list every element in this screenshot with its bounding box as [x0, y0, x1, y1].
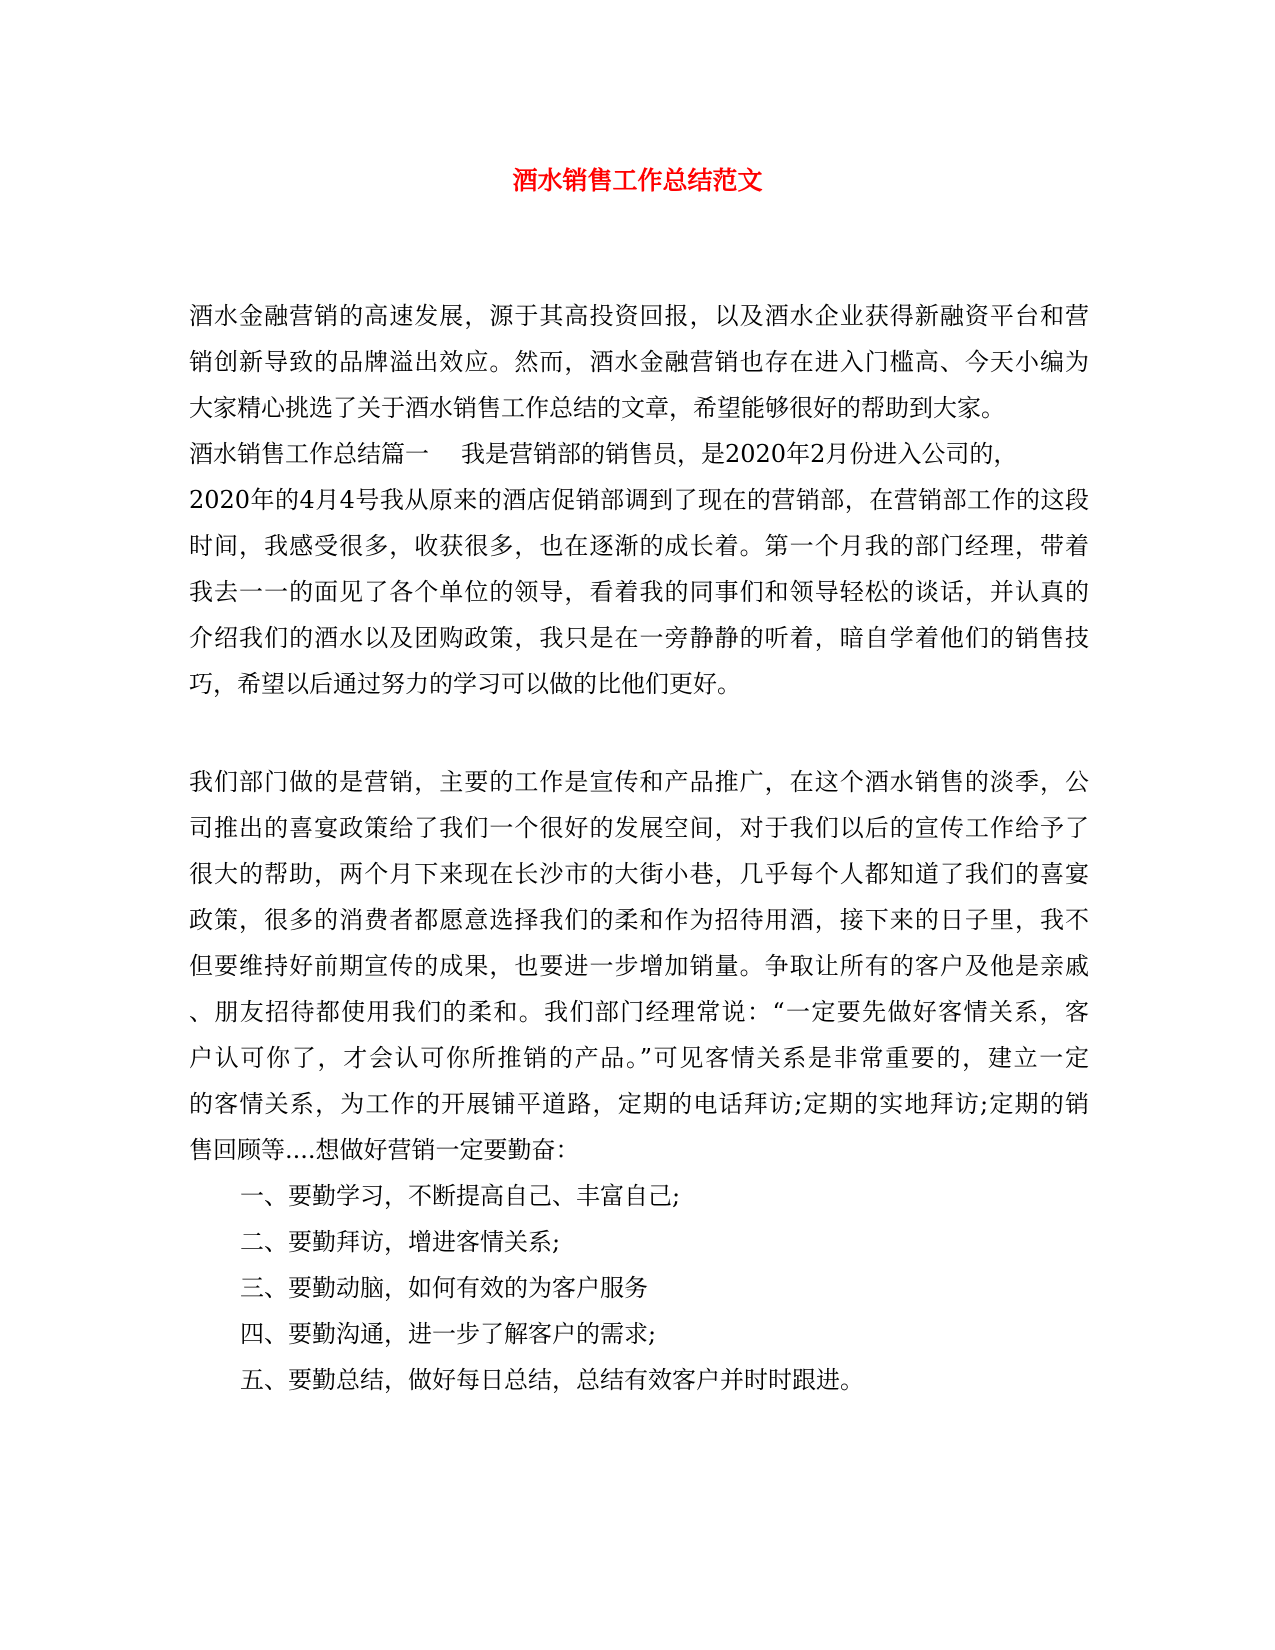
paragraph2-line: 的客情关系，为工作的开展铺平道路，定期的电话拜访;定期的实地拜访;定期的销 — [189, 1090, 1089, 1118]
list-item: 二、要勤拜访，增进客情关系; — [240, 1228, 561, 1256]
paragraph2-line: 我们部门做的是营销，主要的工作是宣传和产品推广，在这个酒水销售的淡季，公 — [189, 768, 1089, 796]
list-item: 五、要勤总结，做好每日总结，总结有效客户并时时跟进。 — [240, 1366, 864, 1394]
intro-line: 酒水金融营销的高速发展，源于其高投资回报，以及酒水企业获得新融资平台和营 — [189, 302, 1089, 330]
paragraph1-line: 介绍我们的酒水以及团购政策，我只是在一旁静静的听着，暗自学着他们的销售技 — [189, 624, 1089, 652]
article-heading-line — [189, 437, 1089, 471]
paragraph2-line: 司推出的喜宴政策给了我们一个很好的发展空间，对于我们以后的宣传工作给予了 — [189, 814, 1089, 842]
paragraph2-line: 售回顾等....想做好营销一定要勤奋： — [189, 1136, 580, 1164]
list-item: 三、要勤动脑，如何有效的为客户服务 — [240, 1274, 648, 1302]
paragraph2-line: 但要维持好前期宣传的成果，也要进一步增加销量。争取让所有的客户及他是亲戚 — [189, 952, 1089, 980]
paragraph1-line: 巧，希望以后通过努力的学习可以做的比他们更好。 — [189, 670, 741, 698]
paragraph2-line: 、朋友招待都使用我们的柔和。我们部门经理常说：“一定要先做好客情关系，客 — [189, 998, 1089, 1026]
article-heading: 酒水销售工作总结篇一 — [189, 440, 429, 468]
paragraph2-line: 政策，很多的消费者都愿意选择我们的柔和作为招待用酒，接下来的日子里，我不 — [189, 906, 1089, 934]
intro-line: 销创新导致的品牌溢出效应。然而，酒水金融营销也存在进入门槛高、今天小编为 — [189, 348, 1089, 376]
paragraph1-line: 我去一一的面见了各个单位的领导，看着我的同事们和领导轻松的谈话，并认真的 — [189, 578, 1089, 606]
article-start: 我是营销部的销售员，是2020年2月份进入公司的， — [461, 440, 1018, 468]
paragraph2-line: 户认可你了，才会认可你所推销的产品。”可见客情关系是非常重要的，建立一定 — [189, 1044, 1089, 1072]
document-title: 酒水销售工作总结范文 — [512, 166, 763, 195]
list-item: 四、要勤沟通，进一步了解客户的需求; — [240, 1320, 657, 1348]
paragraph1-line: 时间，我感受很多，收获很多，也在逐渐的成长着。第一个月我的部门经理，带着 — [189, 532, 1089, 560]
intro-line: 大家精心挑选了关于酒水销售工作总结的文章，希望能够很好的帮助到大家。 — [189, 394, 1005, 422]
list-item: 一、要勤学习，不断提高自己、丰富自己; — [240, 1182, 681, 1210]
paragraph1-line: 2020年的4月4号我从原来的酒店促销部调到了现在的营销部，在营销部工作的这段 — [189, 486, 1089, 514]
paragraph2-line: 很大的帮助，两个月下来现在长沙市的大街小巷，几乎每个人都知道了我们的喜宴 — [189, 860, 1089, 888]
